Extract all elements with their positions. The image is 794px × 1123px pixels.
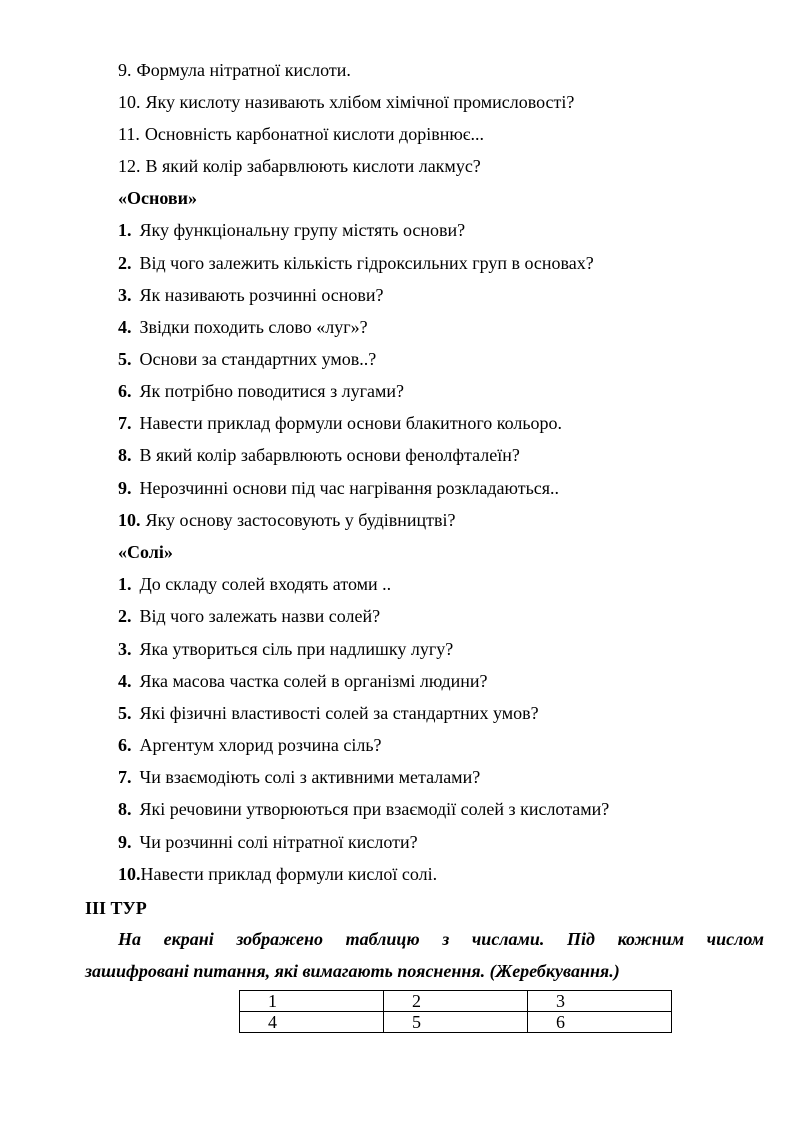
bases-question-4 [118,316,368,338]
question-number: 11. [118,124,140,144]
question-text: Як потрібно поводитися з лугами? [139,381,405,401]
question-text: Яка утвориться сіль при надлишку лугу? [139,639,454,659]
question-number: 8. [118,445,132,465]
question-number: 4. [118,317,132,337]
question-number: 7. [118,413,132,433]
salts-question-1 [118,573,391,595]
bases-question-5 [118,348,376,370]
question-number: 10. [118,92,141,112]
question-number: 4. [118,671,132,691]
bases-question-2 [118,252,594,274]
salts-question-7 [118,766,480,788]
question-text: Яку основу застосовують у будівництві? [145,510,456,530]
question-number: 12. [118,156,141,176]
question-text: Яку кислоту називають хлібом хімічної промисловості? [145,92,575,112]
question-text: Яка масова частка солей в організмі людини? [139,671,488,691]
question-text: Формула нітратної кислоти. [136,60,351,80]
question-number: 2. [118,253,132,273]
question-number: 2. [118,606,132,626]
salts-question-4 [118,670,488,692]
question-text: Основи за стандартних умов..? [139,349,377,369]
question-text: Які фізичні властивості солей за стандартних умов? [139,703,539,723]
question-text: Яку функціональну групу містять основи? [139,220,466,240]
bases-question-8 [118,444,520,466]
table-cell: 4 [240,1012,384,1033]
section-heading-salts: «Солі» [118,542,173,562]
question-text: Чи розчинні солі нітратної кислоти? [139,832,418,852]
acid-question-9 [118,59,351,81]
question-text: Звідки походить слово «луг»? [139,317,368,337]
question-number: 3. [118,639,132,659]
question-number: 9. [118,832,132,852]
question-number: 6. [118,735,132,755]
task-description-line-2: зашифровані питання, які вимагають пояснення. (Жеребкування.) [85,961,620,981]
bases-question-1 [118,219,465,241]
bases-question-6 [118,380,404,402]
salts-question-5 [118,702,539,724]
bases-question-3 [118,284,384,306]
salts-question-10 [118,863,437,885]
table-cell: 2 [384,991,528,1012]
question-text: Навести приклад формули основи блакитного кольоро. [139,413,563,433]
question-text: В який колір забарвлюють основи фенолфталеїн? [139,445,520,465]
question-text: Аргентум хлорид розчина сіль? [139,735,382,755]
salts-question-3 [118,638,453,660]
question-number: 6. [118,381,132,401]
question-number: 7. [118,767,132,787]
number-table [239,990,672,1033]
question-text: Від чого залежать назви солей? [139,606,381,626]
table-cell: 5 [384,1012,528,1033]
bases-question-10 [118,509,456,531]
question-text: Які речовини утворюються при взаємодії солей з кислотами? [139,799,610,819]
salts-question-8 [118,798,609,820]
table-cell: 6 [528,1012,672,1033]
question-text: Навести приклад формули кислої солі. [140,864,438,884]
question-number: 5. [118,349,132,369]
salts-question-9 [118,831,418,853]
question-number: 1. [118,220,132,240]
section-heading-bases: «Основи» [118,188,198,208]
acid-question-11 [118,123,484,145]
table-cell: 3 [528,991,672,1012]
question-number: 9. [118,478,132,498]
question-text: В який колір забарвлюють кислоти лакмус? [145,156,481,176]
question-number: 1. [118,574,132,594]
bases-question-9 [118,477,559,499]
question-text: Як називають розчинні основи? [139,285,384,305]
question-number: 10. [118,510,141,530]
tour-heading: ІІІ ТУР [85,898,147,918]
question-text: До складу солей входять атоми .. [139,574,392,594]
question-text: Нерозчинні основи під час нагрівання розкладаються.. [139,478,560,498]
salts-question-6 [118,734,382,756]
question-text: Від чого залежить кількість гідроксильних груп в основах? [139,253,594,273]
question-number: 5. [118,703,132,723]
question-text: Чи взаємодіють солі з активними металами? [139,767,481,787]
acid-question-10 [118,91,574,113]
table-cell: 1 [240,991,384,1012]
table-row [240,1012,672,1033]
question-text: Основність карбонатної кислоти дорівнює... [144,124,485,144]
salts-question-2 [118,605,380,627]
bases-question-7 [118,412,562,434]
acid-question-12 [118,155,481,177]
question-number: 3. [118,285,132,305]
table-row [240,991,672,1012]
question-number: 8. [118,799,132,819]
task-description-line-1: На екрані зображено таблицю з числами. Під кожним числом [118,929,764,949]
question-number: 10. [118,864,141,884]
question-number: 9. [118,60,132,80]
